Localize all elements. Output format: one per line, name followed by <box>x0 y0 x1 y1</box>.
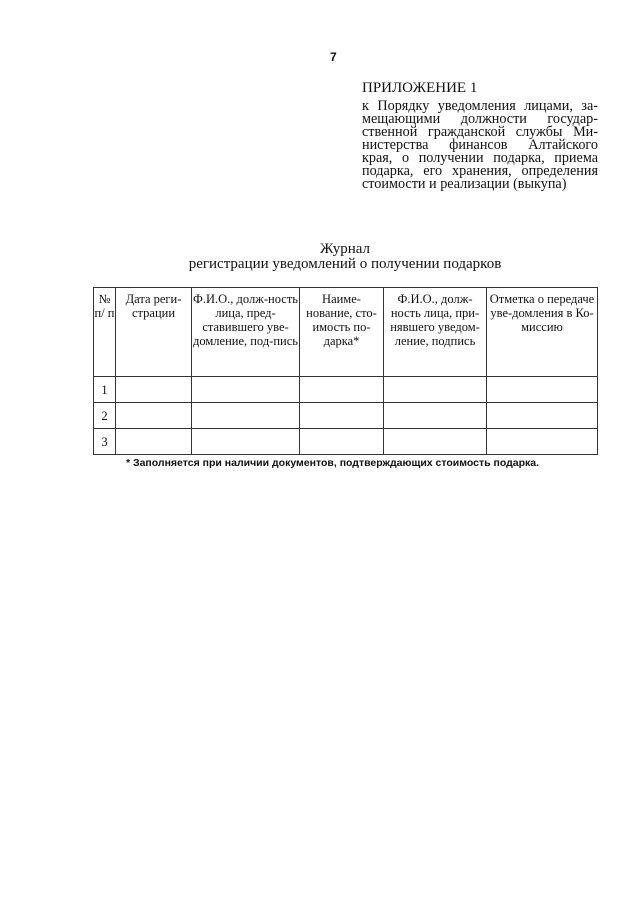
cell <box>487 377 598 403</box>
journal-title: Журнал <box>319 241 370 257</box>
cell <box>300 403 384 429</box>
appendix-line: нистерства финансов Алтайского <box>362 137 598 153</box>
cell <box>116 377 192 403</box>
registration-table <box>93 287 598 455</box>
appendix-line: стоимости и реализации (выкупа) <box>362 176 567 192</box>
row-number: 2 <box>94 403 116 429</box>
header-date: Дата реги-страции <box>116 288 192 377</box>
journal-heading <box>80 242 610 272</box>
header-commission: Отметка о передаче уве-домления в Ко-миссию <box>487 288 598 377</box>
cell <box>487 429 598 455</box>
appendix-line: подарка, его хранения, определения <box>362 163 598 179</box>
cell <box>192 403 300 429</box>
row-number: 1 <box>94 377 116 403</box>
header-receiver: Ф.И.О., долж-ность лица, при-нявшего уведом-ление, подпись <box>384 288 487 377</box>
cell <box>116 403 192 429</box>
cell <box>300 429 384 455</box>
appendix-title: ПРИЛОЖЕНИЕ 1 <box>362 80 478 96</box>
journal-subtitle: регистрации уведомлений о получении подарков <box>188 256 502 272</box>
appendix-description <box>362 100 598 191</box>
table-row <box>94 377 598 403</box>
table-row <box>94 429 598 455</box>
cell <box>384 429 487 455</box>
page-number: 7 <box>330 50 337 64</box>
appendix-line: мещающими должности государ- <box>362 111 598 127</box>
table-header-row <box>94 288 598 377</box>
cell <box>192 429 300 455</box>
appendix-line: края, о получении подарка, приема <box>362 150 598 166</box>
cell <box>192 377 300 403</box>
cell <box>384 377 487 403</box>
header-gift: Наиме-нование, сто-имость по-дарка* <box>300 288 384 377</box>
appendix-line: к Порядку уведомления лицами, за- <box>362 98 598 114</box>
appendix-line: ственной гражданской службы Ми- <box>362 124 598 140</box>
table-row <box>94 403 598 429</box>
cell <box>487 403 598 429</box>
header-submitter: Ф.И.О., долж-ность лица, пред-ставившего уве-домление, под-пись <box>192 288 300 377</box>
footnote: * Заполняется при наличии документов, подтверждающих стоимость подарка. <box>126 457 540 469</box>
cell <box>300 377 384 403</box>
cell <box>116 429 192 455</box>
header-number: № п/ п <box>94 288 116 377</box>
cell <box>384 403 487 429</box>
row-number: 3 <box>94 429 116 455</box>
